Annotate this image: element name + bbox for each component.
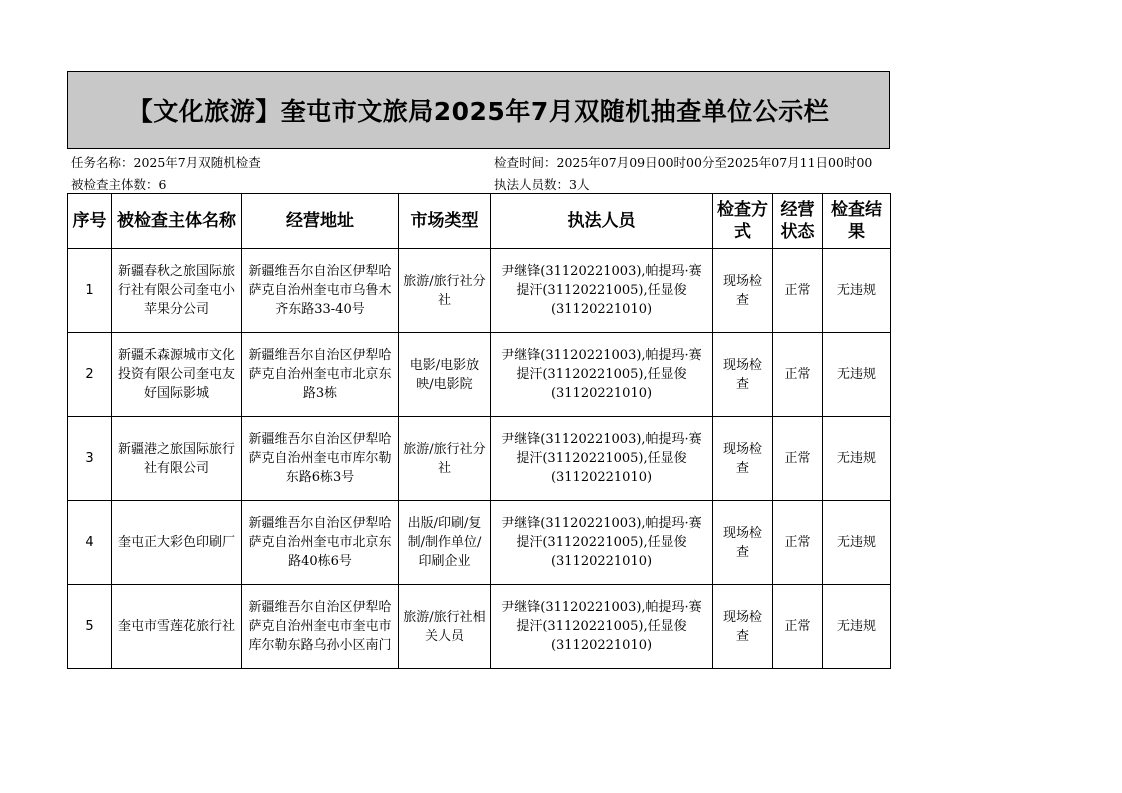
cell-name: 新疆港之旅国际旅行社有限公司 [112, 417, 242, 501]
inspection-table [67, 193, 891, 669]
cell-result: 无违规 [823, 249, 891, 333]
cell-method: 现场检查 [713, 417, 773, 501]
header-cell-no: 序号 [68, 194, 112, 249]
cell-name: 奎屯市雪莲花旅行社 [112, 585, 242, 669]
cell-method: 现场检查 [713, 585, 773, 669]
cell-method: 现场检查 [713, 501, 773, 585]
table-row [68, 585, 891, 669]
cell-address: 新疆维吾尔自治区伊犁哈萨克自治州奎屯市奎屯市库尔勒东路乌孙小区南门 [242, 585, 399, 669]
cell-officers: 尹继锋(31120221003),帕提玛·赛提汗(31120221005),任显俊(31120221010) [491, 333, 713, 417]
cell-status: 正常 [773, 585, 823, 669]
cell-officers: 尹继锋(31120221003),帕提玛·赛提汗(31120221005),任显俊(31120221010) [491, 249, 713, 333]
table-row [68, 417, 891, 501]
cell-address: 新疆维吾尔自治区伊犁哈萨克自治州奎屯市北京东路40栋6号 [242, 501, 399, 585]
cell-status: 正常 [773, 417, 823, 501]
cell-no: 4 [68, 501, 112, 585]
header-cell-name: 被检查主体名称 [112, 194, 242, 249]
header-cell-address: 经营地址 [242, 194, 399, 249]
cell-officers: 尹继锋(31120221003),帕提玛·赛提汗(31120221005),任显俊(31120221010) [491, 585, 713, 669]
cell-no: 1 [68, 249, 112, 333]
cell-status: 正常 [773, 333, 823, 417]
cell-result: 无违规 [823, 585, 891, 669]
cell-status: 正常 [773, 501, 823, 585]
cell-officers: 尹继锋(31120221003),帕提玛·赛提汗(31120221005),任显俊(31120221010) [491, 501, 713, 585]
cell-address: 新疆维吾尔自治区伊犁哈萨克自治州奎屯市北京东路3栋 [242, 333, 399, 417]
cell-address: 新疆维吾尔自治区伊犁哈萨克自治州奎屯市乌鲁木齐东路33-40号 [242, 249, 399, 333]
header-cell-market: 市场类型 [399, 194, 491, 249]
table-row [68, 501, 891, 585]
header-cell-officers: 执法人员 [491, 194, 713, 249]
cell-market: 旅游/旅行社分社 [399, 417, 491, 501]
header-cell-status: 经营状态 [773, 194, 823, 249]
cell-method: 现场检查 [713, 249, 773, 333]
cell-address: 新疆维吾尔自治区伊犁哈萨克自治州奎屯市库尔勒东路6栋3号 [242, 417, 399, 501]
cell-name: 新疆禾森源城市文化投资有限公司奎屯友好国际影城 [112, 333, 242, 417]
table-row [68, 333, 891, 417]
cell-market: 旅游/旅行社相关人员 [399, 585, 491, 669]
cell-no: 3 [68, 417, 112, 501]
cell-result: 无违规 [823, 501, 891, 585]
subject-count: 被检查主体数：6 [71, 177, 167, 192]
task-name: 任务名称：2025年7月双随机检查 [71, 155, 261, 170]
header-cell-result: 检查结果 [823, 194, 891, 249]
info-row-1 [67, 149, 890, 171]
table-header-row [68, 194, 891, 249]
cell-result: 无违规 [823, 333, 891, 417]
header-cell-method: 检查方式 [713, 194, 773, 249]
cell-name: 新疆春秋之旅国际旅行社有限公司奎屯小苹果分公司 [112, 249, 242, 333]
cell-name: 奎屯正大彩色印刷厂 [112, 501, 242, 585]
cell-officers: 尹继锋(31120221003),帕提玛·赛提汗(31120221005),任显俊(31120221010) [491, 417, 713, 501]
table-row [68, 249, 891, 333]
cell-no: 2 [68, 333, 112, 417]
notice-sheet [67, 71, 890, 669]
info-row-2 [67, 171, 890, 193]
cell-method: 现场检查 [713, 333, 773, 417]
cell-result: 无违规 [823, 417, 891, 501]
cell-market: 出版/印刷/复制/制作单位/印刷企业 [399, 501, 491, 585]
cell-no: 5 [68, 585, 112, 669]
check-time: 检查时间：2025年07月09日00时00分至2025年07月11日00时00 [494, 155, 873, 170]
page-title: 【文化旅游】奎屯市文旅局2025年7月双随机抽查单位公示栏 [67, 71, 890, 149]
cell-market: 旅游/旅行社分社 [399, 249, 491, 333]
officer-count: 执法人员数：3人 [494, 177, 590, 192]
cell-market: 电影/电影放映/电影院 [399, 333, 491, 417]
cell-status: 正常 [773, 249, 823, 333]
